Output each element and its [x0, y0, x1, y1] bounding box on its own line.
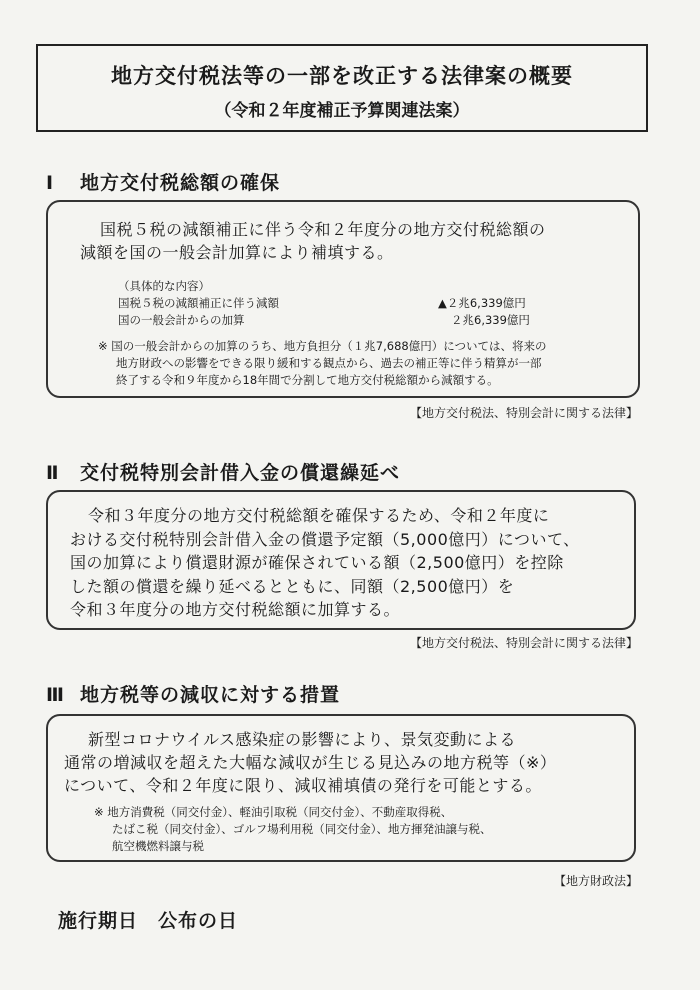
section-2-body-line: 令和３年度分の地方交付税総額に加算する。: [70, 600, 401, 619]
section-1-box: [46, 200, 640, 398]
note-line: 航空機燃料譲与税: [112, 839, 204, 853]
section-3-body: [64, 728, 556, 797]
section-2-body: [70, 504, 580, 622]
section-3-box: [46, 714, 636, 862]
note-line: 終了する令和９年度から18年間で分割して地方交付税総額から減額する。: [116, 373, 499, 387]
detail-row-amount: ▲２兆6,339億円: [438, 296, 526, 310]
section-3-note: [94, 804, 492, 855]
section-2-title: 交付税特別会計借入金の償還繰延べ: [80, 462, 401, 484]
effective-date-label: 施行期日: [58, 910, 139, 932]
section-1-body-line: 国税５税の減額補正に伴う令和２年度分の地方交付税総額の: [100, 220, 546, 239]
section-2-body-line: おける交付税特別会計借入金の償還予定額（5,000億円）について、: [70, 529, 580, 549]
title-box: [36, 44, 648, 132]
note-line: 地方財政への影響をできる限り緩和する観点から、過去の補正等に伴う精算が一部: [116, 356, 542, 370]
section-1-title: 地方交付税総額の確保: [80, 172, 281, 194]
section-2-heading: [46, 458, 400, 485]
section-3-body-line: 新型コロナウイルス感染症の影響により、景気変動による: [88, 730, 517, 749]
section-1-details: [118, 278, 598, 329]
section-3-body-line: 通常の増減収を超えた大幅な減収が生じる見込みの地方税等（※）: [64, 753, 557, 772]
section-3-heading: [46, 680, 340, 707]
section-3-number: Ⅲ: [46, 684, 65, 706]
section-1-body-line: 減額を国の一般会計加算により補填する。: [80, 243, 394, 262]
section-3-title: 地方税等の減収に対する措置: [80, 684, 341, 706]
section-1-body: [80, 218, 546, 264]
section-1-note: [98, 338, 628, 389]
section-1-heading: [46, 168, 280, 195]
section-1-number: Ⅰ: [46, 172, 55, 194]
note-line: ※ 国の一般会計からの加算のうち、地方負担分（１兆7,688億円）については、将来の: [98, 339, 547, 353]
detail-row-amount: ２兆6,339億円: [451, 313, 530, 327]
section-2-box: [46, 490, 636, 630]
section-1-law: 【地方交付税法、特別会計に関する法律】: [409, 406, 638, 420]
section-2-body-line: 国の加算により償還財源が確保されている額（2,500億円）を控除: [70, 553, 564, 572]
section-3-body-line: について、令和２年度に限り、減収補填債の発行を可能とする。: [64, 776, 542, 795]
detail-row-label: 国の一般会計からの加算: [118, 313, 245, 327]
effective-date-value: 公布の日: [158, 910, 239, 932]
section-2-law: 【地方交付税法、特別会計に関する法律】: [409, 636, 638, 650]
note-line: たばこ税（同交付金）、ゴルフ場利用税（同交付金）、地方揮発油譲与税、: [112, 822, 492, 836]
detail-row: [118, 295, 598, 312]
document-subtitle: （令和２年度補正予算関連法案）: [214, 101, 470, 121]
detail-row-label: 国税５税の減額補正に伴う減額: [118, 296, 279, 310]
detail-row: [118, 312, 598, 329]
effective-date: [58, 906, 238, 933]
section-3-law: 【地方財政法】: [553, 874, 638, 888]
section-2-body-line: 令和３年度分の地方交付税総額を確保するため、令和２年度に: [88, 506, 550, 525]
detail-label: （具体的な内容）: [118, 279, 210, 293]
note-line: ※ 地方消費税（同交付金）、軽油引取税（同交付金）、不動産取得税、: [94, 805, 453, 819]
section-2-number: Ⅱ: [46, 462, 60, 484]
document-title: 地方交付税法等の一部を改正する法律案の概要: [111, 64, 573, 88]
section-2-body-line: した額の償還を繰り延べるとともに、同額（2,500億円）を: [70, 576, 515, 596]
